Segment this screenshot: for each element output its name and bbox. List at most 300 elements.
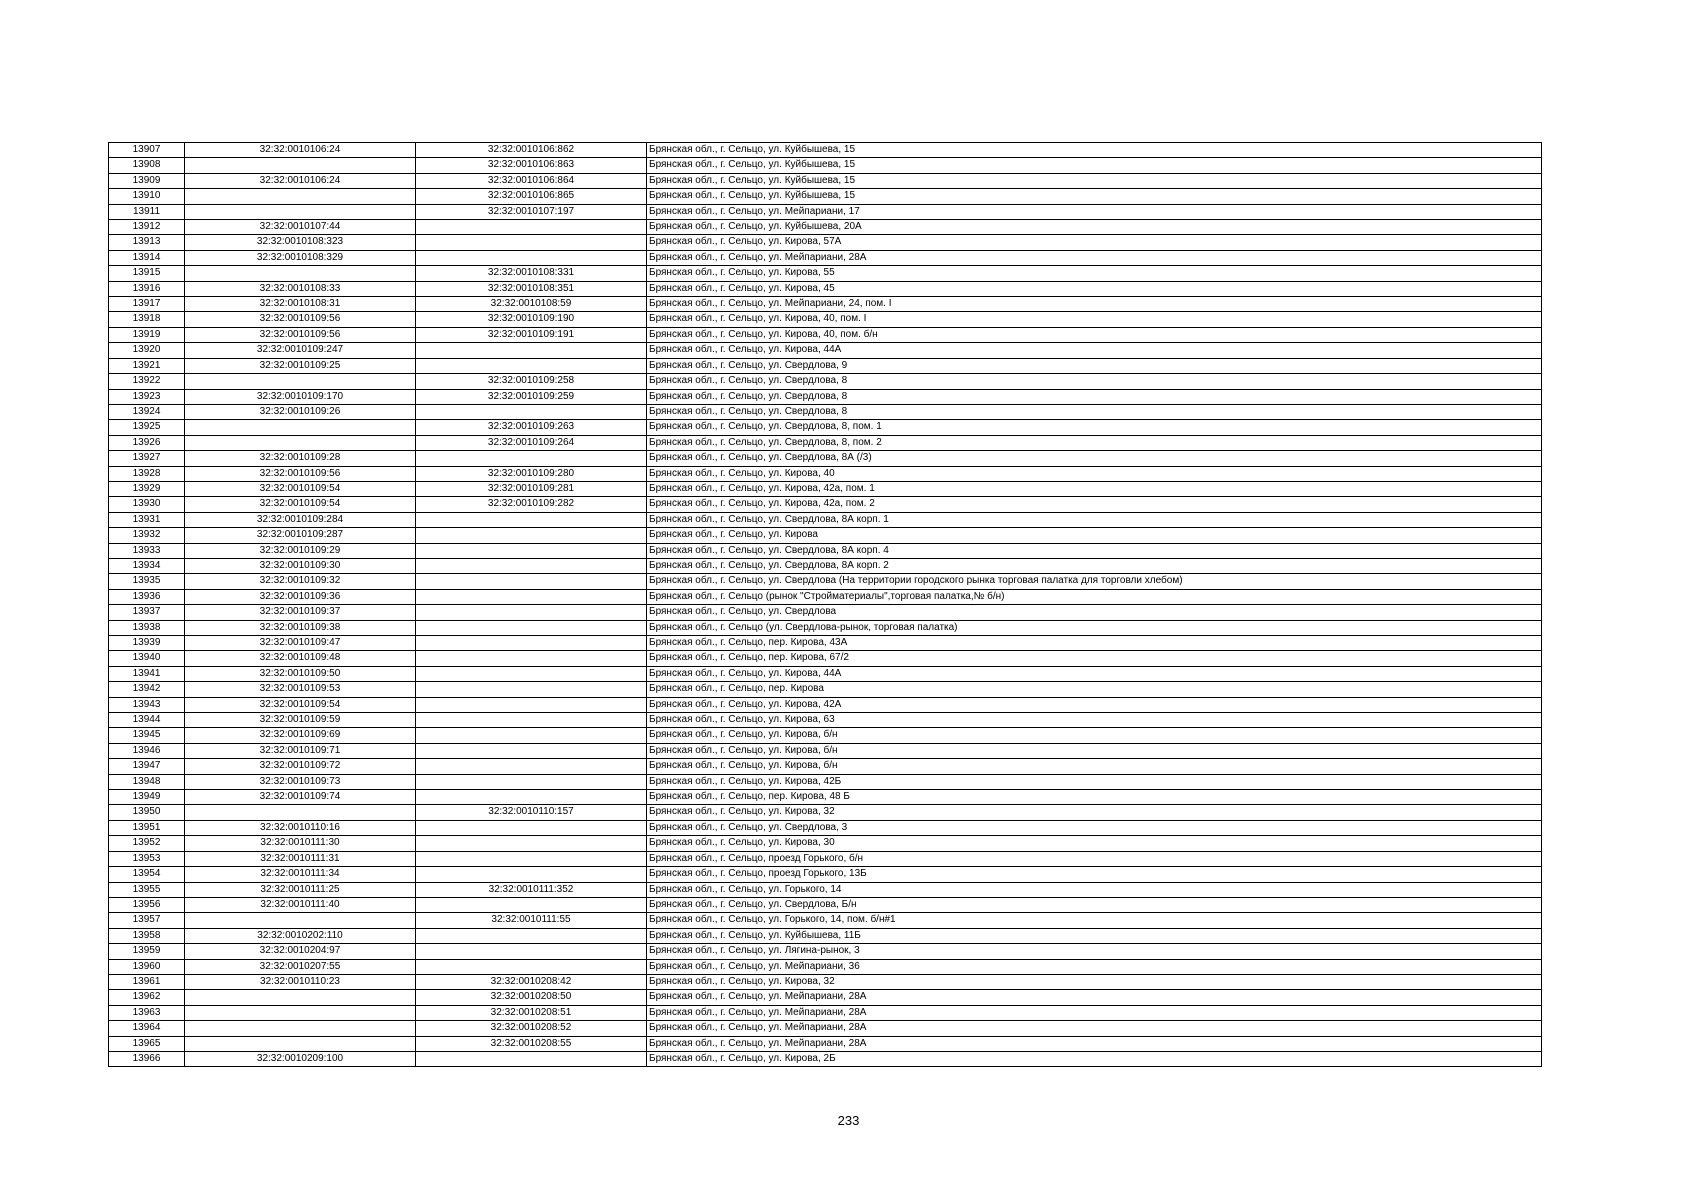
row-number-cell: 13907 (109, 143, 185, 158)
row-number-cell: 13952 (109, 836, 185, 851)
building-cadastral-number-cell (416, 404, 647, 419)
address-cell: Брянская обл., г. Сельцо, ул. Кирова, 40 (647, 466, 1542, 481)
building-cadastral-number-cell: 32:32:0010108:331 (416, 266, 647, 281)
row-number-cell: 13934 (109, 558, 185, 573)
building-cadastral-number-cell (416, 728, 647, 743)
building-cadastral-number-cell: 32:32:0010109:282 (416, 497, 647, 512)
row-number-cell: 13930 (109, 497, 185, 512)
address-cell: Брянская обл., г. Сельцо, ул. Куйбышева, 15 (647, 158, 1542, 173)
address-cell: Брянская обл., г. Сельцо, ул. Кирова, 55 (647, 266, 1542, 281)
land-cadastral-number-cell: 32:32:0010109:56 (185, 312, 416, 327)
building-cadastral-number-cell: 32:32:0010106:864 (416, 173, 647, 188)
land-cadastral-number-cell (185, 1021, 416, 1036)
building-cadastral-number-cell (416, 851, 647, 866)
row-number-cell: 13924 (109, 404, 185, 419)
table-row (109, 512, 1542, 527)
row-number-cell: 13937 (109, 605, 185, 620)
address-cell: Брянская обл., г. Сельцо, ул. Свердлова, Б/н (647, 897, 1542, 912)
row-number-cell: 13926 (109, 435, 185, 450)
table-row (109, 759, 1542, 774)
row-number-cell: 13958 (109, 928, 185, 943)
table-row (109, 944, 1542, 959)
table-row (109, 404, 1542, 419)
table-row (109, 913, 1542, 928)
land-cadastral-number-cell (185, 805, 416, 820)
land-cadastral-number-cell: 32:32:0010109:54 (185, 481, 416, 496)
table-row (109, 790, 1542, 805)
address-cell: Брянская обл., г. Сельцо, ул. Кирова, 45 (647, 281, 1542, 296)
land-cadastral-number-cell: 32:32:0010111:31 (185, 851, 416, 866)
table-row (109, 558, 1542, 573)
address-cell: Брянская обл., г. Сельцо, ул. Свердлова (На территории городского рынка торговая палатка для торговли хлебом) (647, 574, 1542, 589)
row-number-cell: 13946 (109, 743, 185, 758)
table-row (109, 651, 1542, 666)
building-cadastral-number-cell: 32:32:0010109:280 (416, 466, 647, 481)
land-cadastral-number-cell: 32:32:0010202:110 (185, 928, 416, 943)
row-number-cell: 13960 (109, 959, 185, 974)
land-cadastral-number-cell: 32:32:0010109:56 (185, 466, 416, 481)
row-number-cell: 13932 (109, 528, 185, 543)
building-cadastral-number-cell (416, 543, 647, 558)
building-cadastral-number-cell: 32:32:0010111:352 (416, 882, 647, 897)
table-row (109, 497, 1542, 512)
land-cadastral-number-cell: 32:32:0010109:247 (185, 343, 416, 358)
address-cell: Брянская обл., г. Сельцо, ул. Кирова, 63 (647, 713, 1542, 728)
building-cadastral-number-cell: 32:32:0010106:863 (416, 158, 647, 173)
address-cell: Брянская обл., г. Сельцо, ул. Кирова, 42а, пом. 2 (647, 497, 1542, 512)
address-cell: Брянская обл., г. Сельцо, ул. Свердлова, 8А корп. 4 (647, 543, 1542, 558)
address-cell: Брянская обл., г. Сельцо (рынок "Стройматериалы",торговая палатка,№ б/н) (647, 589, 1542, 604)
table-row (109, 374, 1542, 389)
row-number-cell: 13957 (109, 913, 185, 928)
land-cadastral-number-cell: 32:32:0010109:73 (185, 774, 416, 789)
table-row (109, 481, 1542, 496)
land-cadastral-number-cell (185, 158, 416, 173)
row-number-cell: 13933 (109, 543, 185, 558)
address-cell: Брянская обл., г. Сельцо, ул. Свердлова, 8, пом. 2 (647, 435, 1542, 450)
table-row (109, 543, 1542, 558)
building-cadastral-number-cell: 32:32:0010111:55 (416, 913, 647, 928)
building-cadastral-number-cell (416, 235, 647, 250)
table-row (109, 250, 1542, 265)
address-cell: Брянская обл., г. Сельцо, ул. Куйбышева, 11Б (647, 928, 1542, 943)
land-cadastral-number-cell: 32:32:0010109:50 (185, 666, 416, 681)
land-cadastral-number-cell: 32:32:0010109:54 (185, 497, 416, 512)
building-cadastral-number-cell (416, 897, 647, 912)
row-number-cell: 13962 (109, 990, 185, 1005)
table-row (109, 666, 1542, 681)
building-cadastral-number-cell (416, 250, 647, 265)
row-number-cell: 13961 (109, 974, 185, 989)
row-number-cell: 13918 (109, 312, 185, 327)
land-cadastral-number-cell: 32:32:0010109:287 (185, 528, 416, 543)
row-number-cell: 13940 (109, 651, 185, 666)
land-cadastral-number-cell: 32:32:0010109:32 (185, 574, 416, 589)
table-row (109, 882, 1542, 897)
row-number-cell: 13920 (109, 343, 185, 358)
table-row (109, 620, 1542, 635)
row-number-cell: 13915 (109, 266, 185, 281)
land-cadastral-number-cell: 32:32:0010204:97 (185, 944, 416, 959)
address-cell: Брянская обл., г. Сельцо, ул. Кирова, б/н (647, 728, 1542, 743)
building-cadastral-number-cell (416, 666, 647, 681)
land-cadastral-number-cell: 32:32:0010111:30 (185, 836, 416, 851)
land-cadastral-number-cell: 32:32:0010108:323 (185, 235, 416, 250)
address-cell: Брянская обл., г. Сельцо, ул. Куйбышева, 15 (647, 143, 1542, 158)
row-number-cell: 13919 (109, 327, 185, 342)
table-row (109, 605, 1542, 620)
building-cadastral-number-cell (416, 1051, 647, 1066)
row-number-cell: 13945 (109, 728, 185, 743)
table-row (109, 682, 1542, 697)
building-cadastral-number-cell (416, 451, 647, 466)
table-row (109, 805, 1542, 820)
land-cadastral-number-cell (185, 913, 416, 928)
row-number-cell: 13916 (109, 281, 185, 296)
row-number-cell: 13947 (109, 759, 185, 774)
address-cell: Брянская обл., г. Сельцо, ул. Кирова, 2Б (647, 1051, 1542, 1066)
table-row (109, 143, 1542, 158)
row-number-cell: 13929 (109, 481, 185, 496)
row-number-cell: 13959 (109, 944, 185, 959)
building-cadastral-number-cell (416, 774, 647, 789)
address-cell: Брянская обл., г. Сельцо, ул. Мейпариани, 17 (647, 204, 1542, 219)
land-cadastral-number-cell: 32:32:0010109:74 (185, 790, 416, 805)
land-cadastral-number-cell: 32:32:0010109:72 (185, 759, 416, 774)
building-cadastral-number-cell (416, 620, 647, 635)
building-cadastral-number-cell: 32:32:0010109:191 (416, 327, 647, 342)
building-cadastral-number-cell (416, 605, 647, 620)
land-cadastral-number-cell: 32:32:0010111:34 (185, 867, 416, 882)
table-row (109, 343, 1542, 358)
land-cadastral-number-cell: 32:32:0010109:59 (185, 713, 416, 728)
land-cadastral-number-cell: 32:32:0010209:100 (185, 1051, 416, 1066)
registry-table (108, 142, 1542, 1067)
row-number-cell: 13913 (109, 235, 185, 250)
address-cell: Брянская обл., г. Сельцо, ул. Кирова, 44А (647, 343, 1542, 358)
row-number-cell: 13917 (109, 297, 185, 312)
land-cadastral-number-cell: 32:32:0010110:16 (185, 820, 416, 835)
row-number-cell: 13928 (109, 466, 185, 481)
table-row (109, 636, 1542, 651)
address-cell: Брянская обл., г. Сельцо, пер. Кирова, 43А (647, 636, 1542, 651)
land-cadastral-number-cell (185, 990, 416, 1005)
address-cell: Брянская обл., г. Сельцо, ул. Кирова, 32 (647, 805, 1542, 820)
building-cadastral-number-cell: 32:32:0010109:258 (416, 374, 647, 389)
land-cadastral-number-cell (185, 1036, 416, 1051)
table-row (109, 713, 1542, 728)
land-cadastral-number-cell: 32:32:0010109:37 (185, 605, 416, 620)
building-cadastral-number-cell (416, 528, 647, 543)
land-cadastral-number-cell: 32:32:0010109:28 (185, 451, 416, 466)
building-cadastral-number-cell: 32:32:0010109:281 (416, 481, 647, 496)
land-cadastral-number-cell: 32:32:0010108:33 (185, 281, 416, 296)
table-row (109, 836, 1542, 851)
land-cadastral-number-cell (185, 189, 416, 204)
address-cell: Брянская обл., г. Сельцо, ул. Куйбышева, 15 (647, 189, 1542, 204)
address-cell: Брянская обл., г. Сельцо, пер. Кирова, 48 Б (647, 790, 1542, 805)
table-row (109, 574, 1542, 589)
row-number-cell: 13935 (109, 574, 185, 589)
building-cadastral-number-cell: 32:32:0010107:197 (416, 204, 647, 219)
address-cell: Брянская обл., г. Сельцо, ул. Мейпариани, 28А (647, 990, 1542, 1005)
address-cell: Брянская обл., г. Сельцо, пер. Кирова (647, 682, 1542, 697)
building-cadastral-number-cell (416, 574, 647, 589)
land-cadastral-number-cell: 32:32:0010109:56 (185, 327, 416, 342)
land-cadastral-number-cell: 32:32:0010109:30 (185, 558, 416, 573)
address-cell: Брянская обл., г. Сельцо, ул. Мейпариани, 28А (647, 1021, 1542, 1036)
table-row (109, 728, 1542, 743)
row-number-cell: 13956 (109, 897, 185, 912)
land-cadastral-number-cell: 32:32:0010109:29 (185, 543, 416, 558)
land-cadastral-number-cell: 32:32:0010109:25 (185, 358, 416, 373)
table-row (109, 281, 1542, 296)
land-cadastral-number-cell: 32:32:0010109:54 (185, 697, 416, 712)
land-cadastral-number-cell: 32:32:0010111:40 (185, 897, 416, 912)
row-number-cell: 13953 (109, 851, 185, 866)
address-cell: Брянская обл., г. Сельцо, ул. Куйбышева, 15 (647, 173, 1542, 188)
table-row (109, 589, 1542, 604)
address-cell: Брянская обл., г. Сельцо, ул. Кирова, 44А (647, 666, 1542, 681)
building-cadastral-number-cell: 32:32:0010109:259 (416, 389, 647, 404)
building-cadastral-number-cell: 32:32:0010110:157 (416, 805, 647, 820)
land-cadastral-number-cell: 32:32:0010109:53 (185, 682, 416, 697)
address-cell: Брянская обл., г. Сельцо, ул. Кирова, 32 (647, 974, 1542, 989)
address-cell: Брянская обл., г. Сельцо, ул. Кирова (647, 528, 1542, 543)
table-row (109, 327, 1542, 342)
row-number-cell: 13948 (109, 774, 185, 789)
building-cadastral-number-cell (416, 220, 647, 235)
address-cell: Брянская обл., г. Сельцо, ул. Горького, 14 (647, 882, 1542, 897)
table-row (109, 235, 1542, 250)
row-number-cell: 13910 (109, 189, 185, 204)
table-row (109, 466, 1542, 481)
building-cadastral-number-cell (416, 358, 647, 373)
land-cadastral-number-cell (185, 204, 416, 219)
row-number-cell: 13939 (109, 636, 185, 651)
address-cell: Брянская обл., г. Сельцо, ул. Кирова, 42А (647, 697, 1542, 712)
building-cadastral-number-cell: 32:32:0010109:263 (416, 420, 647, 435)
address-cell: Брянская обл., г. Сельцо, ул. Горького, 14, пом. б/н#1 (647, 913, 1542, 928)
row-number-cell: 13931 (109, 512, 185, 527)
table-row (109, 1036, 1542, 1051)
building-cadastral-number-cell (416, 928, 647, 943)
address-cell: Брянская обл., г. Сельцо, ул. Куйбышева, 20А (647, 220, 1542, 235)
address-cell: Брянская обл., г. Сельцо, ул. Кирова, 42а, пом. 1 (647, 481, 1542, 496)
table-row (109, 743, 1542, 758)
row-number-cell: 13949 (109, 790, 185, 805)
row-number-cell: 13964 (109, 1021, 185, 1036)
address-cell: Брянская обл., г. Сельцо, ул. Мейпариани, 28А (647, 250, 1542, 265)
land-cadastral-number-cell: 32:32:0010108:31 (185, 297, 416, 312)
table-row (109, 389, 1542, 404)
building-cadastral-number-cell (416, 836, 647, 851)
land-cadastral-number-cell: 32:32:0010109:170 (185, 389, 416, 404)
address-cell: Брянская обл., г. Сельцо, проезд Горького, 13Б (647, 867, 1542, 882)
address-cell: Брянская обл., г. Сельцо, ул. Кирова, б/н (647, 759, 1542, 774)
table-row (109, 928, 1542, 943)
building-cadastral-number-cell: 32:32:0010208:50 (416, 990, 647, 1005)
building-cadastral-number-cell: 32:32:0010109:264 (416, 435, 647, 450)
registry-table-body (109, 143, 1542, 1067)
table-row (109, 774, 1542, 789)
address-cell: Брянская обл., г. Сельцо, ул. Лягина-рынок, 3 (647, 944, 1542, 959)
table-row (109, 297, 1542, 312)
table-row (109, 189, 1542, 204)
table-row (109, 820, 1542, 835)
address-cell: Брянская обл., г. Сельцо, ул. Свердлова, 8 (647, 374, 1542, 389)
building-cadastral-number-cell: 32:32:0010208:52 (416, 1021, 647, 1036)
row-number-cell: 13941 (109, 666, 185, 681)
table-row (109, 528, 1542, 543)
table-row (109, 1051, 1542, 1066)
row-number-cell: 13966 (109, 1051, 185, 1066)
row-number-cell: 13921 (109, 358, 185, 373)
address-cell: Брянская обл., г. Сельцо, ул. Свердлова, 3 (647, 820, 1542, 835)
table-row (109, 1005, 1542, 1020)
land-cadastral-number-cell (185, 266, 416, 281)
address-cell: Брянская обл., г. Сельцо, ул. Кирова, 40, пом. I (647, 312, 1542, 327)
land-cadastral-number-cell: 32:32:0010109:71 (185, 743, 416, 758)
address-cell: Брянская обл., г. Сельцо, ул. Свердлова, 8А корп. 2 (647, 558, 1542, 573)
address-cell: Брянская обл., г. Сельцо, ул. Мейпариани, 28А (647, 1005, 1542, 1020)
land-cadastral-number-cell: 32:32:0010207:55 (185, 959, 416, 974)
row-number-cell: 13908 (109, 158, 185, 173)
row-number-cell: 13914 (109, 250, 185, 265)
row-number-cell: 13938 (109, 620, 185, 635)
building-cadastral-number-cell: 32:32:0010108:59 (416, 297, 647, 312)
land-cadastral-number-cell: 32:32:0010109:69 (185, 728, 416, 743)
building-cadastral-number-cell (416, 651, 647, 666)
table-row (109, 697, 1542, 712)
building-cadastral-number-cell (416, 790, 647, 805)
row-number-cell: 13911 (109, 204, 185, 219)
table-row (109, 867, 1542, 882)
address-cell: Брянская обл., г. Сельцо, ул. Кирова, 57А (647, 235, 1542, 250)
table-row (109, 451, 1542, 466)
building-cadastral-number-cell (416, 682, 647, 697)
building-cadastral-number-cell (416, 636, 647, 651)
table-row (109, 897, 1542, 912)
address-cell: Брянская обл., г. Сельцо, ул. Кирова, 40, пом. б/н (647, 327, 1542, 342)
building-cadastral-number-cell: 32:32:0010106:865 (416, 189, 647, 204)
table-row (109, 420, 1542, 435)
land-cadastral-number-cell: 32:32:0010109:284 (185, 512, 416, 527)
table-row (109, 266, 1542, 281)
row-number-cell: 13909 (109, 173, 185, 188)
address-cell: Брянская обл., г. Сельцо, ул. Свердлова, 8 (647, 389, 1542, 404)
land-cadastral-number-cell: 32:32:0010106:24 (185, 143, 416, 158)
land-cadastral-number-cell (185, 435, 416, 450)
table-row (109, 358, 1542, 373)
building-cadastral-number-cell (416, 759, 647, 774)
row-number-cell: 13912 (109, 220, 185, 235)
row-number-cell: 13927 (109, 451, 185, 466)
address-cell: Брянская обл., г. Сельцо, ул. Свердлова, 8А (/3) (647, 451, 1542, 466)
land-cadastral-number-cell: 32:32:0010109:47 (185, 636, 416, 651)
land-cadastral-number-cell (185, 1005, 416, 1020)
building-cadastral-number-cell (416, 743, 647, 758)
address-cell: Брянская обл., г. Сельцо, ул. Свердлова, 8, пом. 1 (647, 420, 1542, 435)
table-row (109, 220, 1542, 235)
row-number-cell: 13936 (109, 589, 185, 604)
row-number-cell: 13965 (109, 1036, 185, 1051)
table-row (109, 173, 1542, 188)
row-number-cell: 13944 (109, 713, 185, 728)
building-cadastral-number-cell (416, 343, 647, 358)
row-number-cell: 13925 (109, 420, 185, 435)
address-cell: Брянская обл., г. Сельцо, ул. Кирова, б/н (647, 743, 1542, 758)
address-cell: Брянская обл., г. Сельцо, ул. Свердлова, 9 (647, 358, 1542, 373)
row-number-cell: 13922 (109, 374, 185, 389)
table-row (109, 1021, 1542, 1036)
table-row (109, 974, 1542, 989)
building-cadastral-number-cell (416, 713, 647, 728)
address-cell: Брянская обл., г. Сельцо, проезд Горького, б/н (647, 851, 1542, 866)
table-row (109, 851, 1542, 866)
address-cell: Брянская обл., г. Сельцо, ул. Мейпариани, 36 (647, 959, 1542, 974)
address-cell: Брянская обл., г. Сельцо, ул. Мейпариани, 28А (647, 1036, 1542, 1051)
building-cadastral-number-cell: 32:32:0010109:190 (416, 312, 647, 327)
row-number-cell: 13950 (109, 805, 185, 820)
table-row (109, 959, 1542, 974)
table-row (109, 990, 1542, 1005)
row-number-cell: 13942 (109, 682, 185, 697)
building-cadastral-number-cell: 32:32:0010208:51 (416, 1005, 647, 1020)
row-number-cell: 13963 (109, 1005, 185, 1020)
row-number-cell: 13951 (109, 820, 185, 835)
building-cadastral-number-cell: 32:32:0010208:55 (416, 1036, 647, 1051)
building-cadastral-number-cell (416, 959, 647, 974)
address-cell: Брянская обл., г. Сельцо, ул. Свердлова (647, 605, 1542, 620)
building-cadastral-number-cell (416, 867, 647, 882)
row-number-cell: 13943 (109, 697, 185, 712)
land-cadastral-number-cell: 32:32:0010109:48 (185, 651, 416, 666)
table-row (109, 435, 1542, 450)
building-cadastral-number-cell (416, 589, 647, 604)
row-number-cell: 13954 (109, 867, 185, 882)
building-cadastral-number-cell (416, 512, 647, 527)
building-cadastral-number-cell (416, 944, 647, 959)
address-cell: Брянская обл., г. Сельцо, ул. Мейпариани, 24, пом. I (647, 297, 1542, 312)
page-number: 233 (837, 1113, 860, 1128)
land-cadastral-number-cell (185, 374, 416, 389)
land-cadastral-number-cell: 32:32:0010110:23 (185, 974, 416, 989)
land-cadastral-number-cell: 32:32:0010109:36 (185, 589, 416, 604)
table-row (109, 312, 1542, 327)
land-cadastral-number-cell: 32:32:0010106:24 (185, 173, 416, 188)
address-cell: Брянская обл., г. Сельцо, ул. Кирова, 42Б (647, 774, 1542, 789)
building-cadastral-number-cell (416, 697, 647, 712)
land-cadastral-number-cell: 32:32:0010108:329 (185, 250, 416, 265)
building-cadastral-number-cell (416, 558, 647, 573)
row-number-cell: 13955 (109, 882, 185, 897)
address-cell: Брянская обл., г. Сельцо, пер. Кирова, 67/2 (647, 651, 1542, 666)
building-cadastral-number-cell: 32:32:0010106:862 (416, 143, 647, 158)
building-cadastral-number-cell: 32:32:0010108:351 (416, 281, 647, 296)
row-number-cell: 13923 (109, 389, 185, 404)
land-cadastral-number-cell: 32:32:0010109:26 (185, 404, 416, 419)
land-cadastral-number-cell: 32:32:0010111:25 (185, 882, 416, 897)
table-row (109, 204, 1542, 219)
address-cell: Брянская обл., г. Сельцо (ул. Свердлова-рынок, торговая палатка) (647, 620, 1542, 635)
address-cell: Брянская обл., г. Сельцо, ул. Кирова, 30 (647, 836, 1542, 851)
building-cadastral-number-cell (416, 820, 647, 835)
address-cell: Брянская обл., г. Сельцо, ул. Свердлова, 8 (647, 404, 1542, 419)
building-cadastral-number-cell: 32:32:0010208:42 (416, 974, 647, 989)
table-row (109, 158, 1542, 173)
address-cell: Брянская обл., г. Сельцо, ул. Свердлова, 8А корп. 1 (647, 512, 1542, 527)
